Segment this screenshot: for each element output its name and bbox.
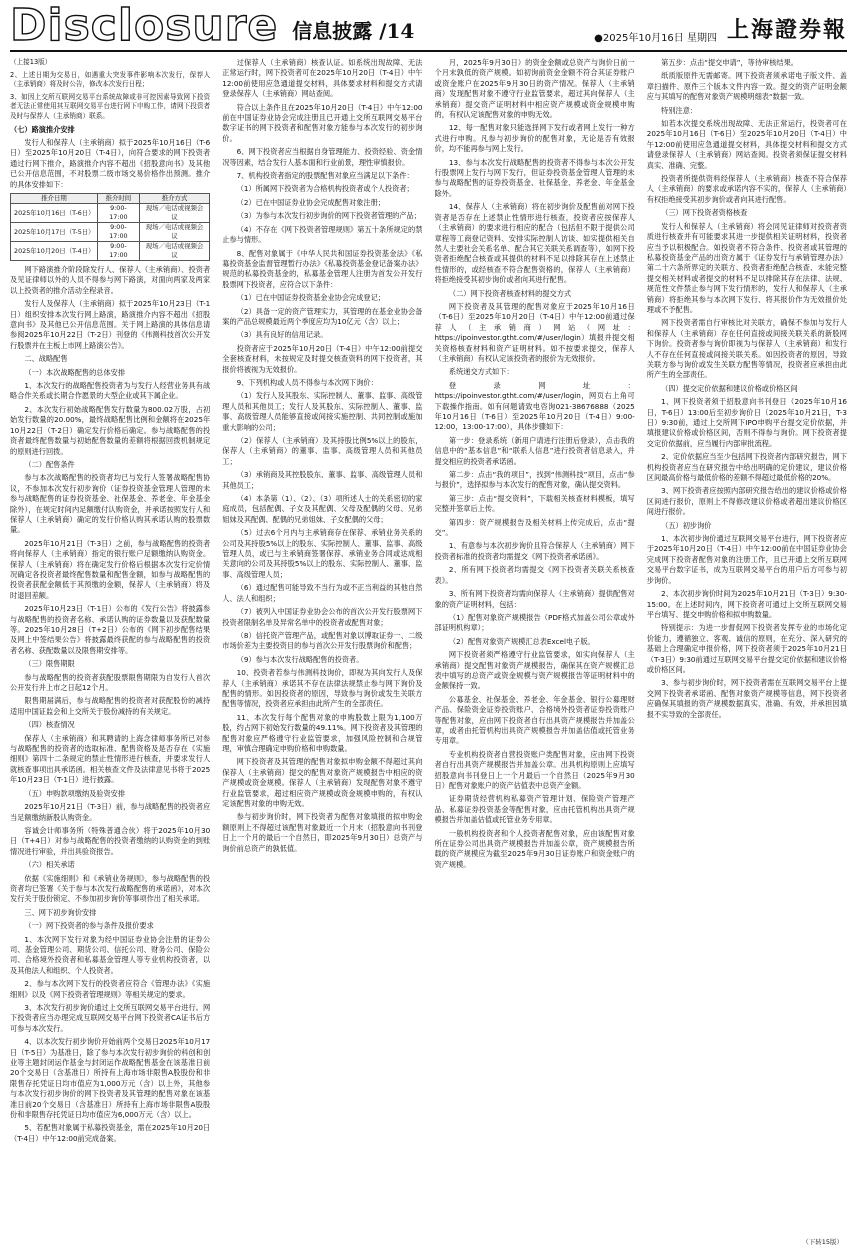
paragraph: （二）配售条件: [24, 459, 75, 469]
continued-note: （下转15版）: [802, 1238, 843, 1246]
paragraph: 2、定价依据应当至少包括网下投资者内部研究报告，网下机构投资者应当在研究报告中给出明确的定价建议，建议价格区间最高价格与最低价格的差额不得超过最低价格的20%。: [646, 452, 847, 483]
paragraph: 参与初步询价时，网下投资者为配售对象填报的拟申购金额原则上不得超过该配售对象最近一个月末（招股意向书刊登日上一个月的最后一个自然日，即2025年9月30日）总资产与询价前总资产的孰低值。: [222, 812, 423, 853]
paragraph: 1、网下投资者须于招股意向书刊登日（2025年10月16日，T-6日）13:00后至初步询价日（2025年10月21日，T-3日）9:30前，通过上交所网下IPO申购平台提交定价依据，并填报建议价格或价格区间，否则不得参与询价。网下投资者提交定价依据前，应当履行内部审批流程。: [646, 397, 847, 448]
subheading: （七）路演推介安排: [10, 124, 75, 134]
paragraph: 保荐人（主承销商）和其聘请的上海念律师事务所已对参与战略配售的投资者的选取标准、配售资格及是否存在《实施细则》第四十二条规定的禁止性情形进行核查，并要求发行人就核查事项出具承诺函。相关核查文件及法律意见书将于2025年10月23日（T-1日）进行披露。: [10, 733, 211, 785]
paragraph: 投资者应于2025年10月20日（T-4日）中午12:00前提交全套核查材料，未按规定及时提交核查资料的网下投资者，其报价将被视为无效报价。: [222, 343, 423, 374]
paragraph: （3）为参与本次发行初步询价的网下投资者管理的产品；: [236, 211, 421, 221]
table-header: 推介时间: [97, 194, 139, 204]
table-row: [11, 223, 210, 242]
paragraph: 2025年10月21日（T-3日）之前，参与战略配售的投资者将向保荐人（主承销商）指定的银行账户足额缴纳认购资金。保荐人（主承销商）将在确定发行价格后根据本次发行定价情况确定各投资者最终配售数量和配售金额，如参与战略配售的投资者获配金额低于其预缴的金额，保荐人（主承销商）将及时退回差额。: [10, 538, 211, 600]
table-cell: 9:00-17:00: [97, 242, 139, 261]
table-header: 推介日期: [11, 194, 98, 204]
table-cell: 2025年10月17日（T-5日）: [11, 223, 98, 242]
paragraph: 5、若配售对象属于私募投资基金，需在2025年10月20日（T-4日）中午12:00前完成备案。: [10, 1123, 211, 1143]
paragraph: 一般机构投资者和个人投资者配售对象，应由该配售对象所在证券公司出具资产规模报告并加盖公章，资产规模报告所载的资产规模应为截至2025年9月30日证券账户和资金账户的资产规模。: [434, 828, 635, 869]
paragraph: 9、下列机构或人员不得参与本次网下询价：: [236, 377, 378, 387]
paragraph: 登录网址：https://ipoinvestor.gtht.com/#/user/login，网页右上角可下载操作指南。如有问题请致电咨询021-38676888（2025年10月16日（T-6日）至2025年10月20日（T-4日）9:00-12:00，13:00-17:00），具体步骤如下：: [434, 380, 635, 432]
paragraph: （1）所属网下投资者为合格机构投资者或个人投资者；: [236, 184, 414, 194]
paragraph: 2、参与本次网下发行的投资者应符合《管理办法》《实施细则》以及《网下投资者管理规则》等相关规定的要求。: [10, 979, 211, 999]
header-right: [594, 13, 847, 44]
paragraph: 网下投资者须严格遵守行业监管要求，如实向保荐人（主承销商）提交配售对象资产规模报告，确保其在资产规模汇总表中填写的总资产或资金规模与资产规模报告等证明材料中的金额保持一致。: [434, 650, 635, 691]
roadshow-table: [10, 193, 210, 261]
paragraph: 参与战略配售的投资者获配股票限售期限为自发行人首次公开发行并上市之日起12个月。: [10, 672, 211, 693]
paragraph: 专业机构投资者自营投资账户类配售对象，应由网下投资者自行出具资产规模报告并加盖公章。出具机构原则上应填写招股意向书刊登日上一个月最后一个自然日（2025年9月30日）配售对象账户的资产估值表中总资产金额。: [434, 749, 635, 790]
paragraph: （1）已在中国证券投资基金业协会完成登记；: [236, 293, 385, 303]
paragraph: 2、本次发行初始战略配售发行数量为800.02万股，占初始发行数量的20.00%，最终战略配售比例和金额将在2025年10月22日（T-2日）确定发行价格后确定。参与战略配售的投资者最终配售数量与初始配售数量的差额将根据回拨机制规定的原则进行回拨。: [10, 404, 211, 456]
paragraph: 11、本次发行每个配售对象的申购股数上限为1,100万股，约占网下初始发行数量的49.11%。网下投资者及其管理的配售对象应严格遵守行业监管要求，加强风险控制和合规管理，审慎合理确定申购价格和申购数量。: [222, 712, 423, 753]
table-row: [11, 204, 210, 223]
paragraph: 第四步：资产规模报告及相关材料上传完成后，点击“提交”。: [434, 517, 635, 538]
paragraph: （7）被列入中国证券业协会公布的首次公开发行股票网下投资者限制名单及异常名单中的投资者或配售对象；: [222, 607, 423, 627]
paragraph: 符合以上条件且在2025年10月20日（T-4日）中午12:00前在中国证券业协会完成注册且已开通上交所互联网交易平台数字证书的网下投资者和配售对象方能参与本次发行的初步询价。: [222, 102, 423, 143]
paragraph: （三）限售期限: [24, 659, 75, 669]
note-line: 3、如因上交所互联网交易平台系统故障或非可控因素导致网下投资者无法正常使用其互联网交易平台进行网下申购工作，请网下投资者及时与保荐人（主承销商）联系。: [10, 92, 211, 120]
table-cell: 现场／电话或视频会议: [139, 204, 209, 223]
paragraph: 第二步：点击“我的项目”，找到“伟测科技”项目，点击“参与报价”，选择拟参与本次发行的配售对象，确认提交资料。: [434, 470, 635, 490]
paragraph: 网下投资者需自行审核比对关联方，确保不参加与发行人和保荐人（主承销商）存在任何直接或间接关联关系的新股网下询价。投资者参与询价即视为与保荐人（主承销商）和发行人不存在任何直接或间接关联关系。如因投资者的原因，导致关联方参与询价或发生关联方配售等情况，投资者应承担由此所产生的全部责任。: [646, 318, 847, 380]
paragraph: 第五步：点击“提交申请”，等待审核结果。: [661, 58, 798, 67]
section-title: 信息披露 /14: [292, 19, 415, 43]
column-4: [647, 58, 847, 1238]
paragraph: 容诚会计师事务所（特殊普通合伙）将于2025年10月30日（T+4日）对参与战略配售的投资者缴纳的认购资金的到账情况进行审验，并出具验资报告。: [10, 825, 211, 856]
paragraph: （4）不存在《网下投资者管理规则》第五十条所规定的禁止参与情形。: [222, 224, 423, 245]
paragraph: 12、每一配售对象只能选择网下发行或者网上发行一种方式进行申购。凡参与初步询价的配售对象，无论是否有效报价，均不能再参与网上发行。: [434, 123, 635, 154]
paragraph: 特别注意：: [661, 105, 698, 115]
paragraph: （1）发行人及其股东、实际控制人、董事、监事、高级管理人员和其他员工；发行人及其股东、实际控制人、董事、监事、高级管理人员能够直接或间接实施控制、共同控制或施加重大影响的公司；: [222, 391, 423, 432]
table-cell: 现场／电话或视频会议: [139, 223, 209, 242]
paragraph: 第三步：点击“提交资料”，下载相关核查材料模板，填写完整并签章后上传。: [434, 493, 635, 514]
table-row: [11, 242, 210, 261]
table-cell: 现场／电话或视频会议: [139, 242, 209, 261]
paragraph: 4、以本次发行初步询价开始前两个交易日2025年10月17日（T-5日）为基准日，除了参与本次发行初步询价的科创和创业等主题封闭运作基金与封闭运作战略配售基金在该基准日前20个交易日（含基准日）所持有上海市场非限售A股股份和非限售存托凭证日均市值应为1,000万元（含）以上外，其他参与本次发行初步询价的网下投资者及其管理的配售对象在该基准日前20个交易日（含基准日）所持有上海市场非限售A股股份和非限售存托凭证日均市值应为6,000万元（含）以上。: [10, 1037, 211, 1120]
column-1: [10, 58, 210, 1238]
paragraph: 8、配售对象属于《中华人民共和国证券投资基金法》《私募投资基金监督管理暂行办法》《私募投资基金登记备案办法》规范的私募投资基金的，私募基金管理人注册为首发公开发行股票网下投资者，应符合以下条件：: [222, 248, 423, 289]
paragraph: 投资者所提供资料经保荐人（主承销商）核查不符合保荐人（主承销商）的要求或承诺内容不实的，保荐人（主承销商）有权拒绝接受其初步询价或者向其进行配售。: [646, 174, 847, 204]
paragraph: （一）本次战略配售的总体安排: [24, 367, 126, 377]
paragraph: 特别提示：为进一步督促网下投资者发挥专业的市场化定价能力，遵循独立、客观、诚信的原则，在充分、深入研究的基础上合理确定申报价格，网下投资者须于2025年10月21日（T-3日）9:30前通过互联网交易平台提交定价依据和建议价格或价格区间。: [646, 623, 847, 674]
paragraph: 二、战略配售: [24, 354, 68, 364]
paragraph: （一）网下投资者的参与条件及报价要求: [24, 921, 154, 931]
table-cell: 2025年10月20日（T-4日）: [11, 242, 98, 261]
column-2: [222, 58, 422, 1238]
table-header: 推介方式: [139, 194, 209, 204]
paragraph: （2）已在中国证券业协会完成配售对象注册；: [236, 197, 385, 207]
paragraph: 网下投资者及其管理的配售对象应于2025年10月16日（T-6日）至2025年10月20日（T-4日）中午12:00前通过保荐人（主承销商）网站（网址：https://ipoinvestor.gtht.com/#/user/login）填报并提交相关资格核查材料和资产证明材料。如不按要求提交，保荐人（主承销商）有权认定该投资者的报价为无效报价。: [434, 301, 635, 363]
table-cell: 9:00-17:00: [97, 204, 139, 223]
paragraph: （2）具备一定的资产管理实力，其管理的在基金业协会备案的产品总规模最近两个季度应均为10亿元（含）以上；: [222, 306, 423, 326]
paragraph: 限售期届满后，参与战略配售的投资者对获配股份的减持适用中国证监会和上交所关于股份减持的有关规定。: [10, 696, 211, 716]
paragraph: 月，2025年9月30日）的资金金额或总资产与询价日前一个月末孰低的资产规模。如初询前资金金额不符合其证券账户或资金账户在2025年9月30日的资产情况。保荐人（主承销商）发现配售对象不遵守行业监管要求，超过其向保荐人（主承销商）提交资产证明材料中相应资产规模或资金规模申购的，有权认定该配售对象的申购无效。: [434, 58, 635, 120]
paragraph: （3）承销商及其控股股东、董事、监事、高级管理人员和其他员工；: [222, 470, 423, 490]
paragraph: 3、网下投资者应按照内部研究报告给出的建议价格或价格区间进行报价，原则上不得修改建议价格或者超出建议价格区间进行报价。: [646, 486, 847, 517]
paragraph: （2）配售对象资产规模汇总表Excel电子版。: [448, 636, 595, 646]
column-3: [435, 58, 635, 1238]
paragraph: （五）初步询价: [661, 520, 712, 530]
paragraph: （六）相关承诺: [24, 860, 75, 870]
paragraph: 6、网下投资者应当根据自身管理能力、投资经验、资金情况等因素，结合发行人基本面和行业前景，理性审慎报价。: [222, 147, 423, 167]
paragraph: 1、本次发行的战略配售投资者为与发行人经营业务具有战略合作关系或长期合作愿景的大型企业或其下属企业。: [10, 381, 211, 401]
page-header: [10, 0, 847, 52]
note-line: 2、上述日期为交易日，如遇重大突发事件影响本次发行，保荐人（主承销商）将及时公告，修改本次发行日程；: [10, 70, 211, 89]
paragraph: 10、投资者若参与伟测科技询价，即视为其向发行人及保荐人（主承销商）承诺其不存在法律法规禁止参与网下询价及配售的情形。如因投资者的原因，导致参与询价或发生关联方配售等情况，投资者应承担由此所产生的全部责任。: [222, 668, 423, 709]
paragraph: （5）过去6个月内与主承销商存在保荐、承销业务关系的公司及其持股5%以上的股东、实际控制人、董事、监事、高级管理人员，或已与主承销商签署保荐、承销业务合同或达成相关意向的公司及其持股5%以上的股东、实际控制人、董事、监事、高级管理人员；: [222, 528, 423, 579]
masthead: Disclosure: [10, 0, 279, 51]
paragraph: （四）提交定价依据和建议价格或价格区间: [661, 383, 798, 393]
paragraph: （9）参与本次发行战略配售的投资者。: [236, 654, 364, 664]
paragraph: 第一步：登录系统（新用户请进行注册后登录），点击我的信息中的“基本信息”和“联系人信息”进行投资者信息录入，并提交相应的投资者承诺函。: [434, 435, 635, 466]
paragraph: 3、参与初步询价时，网下投资者需在互联网交易平台上提交网下投资者承诺函、配售对象资产规模等信息，网下投资者应确保其填报的资产规模数据真实、准确、有效，并承担因填报不实导致的全部责任。: [646, 678, 847, 719]
paragraph: 3、所有网下投资者均需向保荐人（主承销商）提供配售对象的资产证明材料，包括：: [434, 589, 635, 609]
paragraph: 网下路演推介阶段除发行人、保荐人（主承销商）、投资者及见证律师以外的人员不得参与网下路演，对面向两家及两家以上投资者的推介活动全程录音。: [10, 265, 211, 295]
paragraph: （3）具有良好的信用记录。: [236, 330, 328, 340]
paragraph: （1）配售对象资产规模报告（PDF格式加盖公司公章或外部证明机构章）；: [434, 612, 635, 633]
paragraph: 纸质版原件无需邮寄。网下投资者须承诺电子版文件、盖章扫描件、原件三个版本文件内容一致。提交的资产证明金额应与其填写的配售对象资产规模明细表“数据一致。: [646, 71, 847, 102]
paragraph: （四）核查情况: [24, 720, 75, 730]
paragraph: （8）信托资产管理产品，或配售对象以博取证券一、二级市场价差为主要投资目的参与首次公开发行股票询价和配售；: [222, 630, 423, 651]
article-columns: [10, 58, 847, 1238]
table-cell: 2025年10月16日（T-6日）: [11, 204, 98, 223]
paragraph: 参与本次战略配售的投资者均已与发行人签署战略配售协议，不参加本次发行初步询价（证券投资基金管理人管理的未参与战略配售的证券投资基金、社保基金、养老金、年金基金除外），在规定时间内足额缴付认购资金，并承诺按照发行人和保荐人（主承销商）确定的发行价格认购其承诺认购的股票数量。: [10, 473, 211, 535]
paragraph: 7、机构投资者指定的股票配售对象应当满足以下条件：: [236, 171, 414, 181]
newspaper-logo: 上海證券報: [726, 17, 847, 43]
paragraph: 2、本次初步询价时间为2025年10月21日（T-3日）9:30-15:00。在上述时间内，网下投资者可通过上交所互联网交易平台填写、提交申购价格和拟申购数量。: [646, 589, 847, 619]
paragraph: 发行人和保荐人（主承销商）将会同见证律师对投资者资质进行核查并有可能要求其进一步提供相关证明材料，投资者应当予以积极配合。如投资者不符合条件、投资者或其管理的私募投资基金产品的出资方属于《证券发行与承销管理办法》第二十六条所界定的关联方、投资者拒绝配合核查、未能完整提交相关材料或者提交的材料不足以排除其存在法律、法规、规范性文件禁止参与网下发行情形的，发行人和保荐人（主承销商）将拒绝其参与本次网下发行、将其报价作为无效报价处理或不予配售。: [646, 221, 847, 314]
paragraph: 证券期货经营机构私募资产管理计划、保险资产管理产品、私募证券投资基金等配售对象，应由托管机构出具资产规模报告并加盖估值或托管业务专用章。: [434, 794, 635, 825]
paragraph: 如若本次提交系统出现故障、无法正常运行，投资者可在2025年10月16日（T-6日）至2025年10月20日（T-4日）中午12:00前使用应急通道提交材料，具体提交材料和提交方式请登录保荐人（主承销商）网站查阅。投资者须保证提交材料真实、准确、完整。: [646, 119, 847, 170]
paragraph: 网下投资者及其管理的配售对象拟申购金额不得超过其向保荐人（主承销商）提交的配售对象资产规模报告中相应的资产规模或资金规模。保荐人（主承销商）发现配售对象不遵守行业监管要求，超过相应资产规模或资金规模申购的，有权认定该配售对象的申购无效。: [222, 757, 423, 808]
paragraph: 系统递交方式如下：: [448, 367, 514, 377]
paragraph: （2）保荐人（主承销商）及其持股比例5%以上的股东，保荐人（主承销商）的董事、监事、高级管理人员和其他员工；: [222, 436, 423, 466]
paragraph: 过保荐人（主承销商）核查认证。如系统出现故障、无法正常运行时，网下投资者可在2025年10月20日（T-4日）中午12:00前使用应急通道提交材料，具体要求材料和提交方式请登录保荐人（主承销商）网站查阅。: [222, 58, 423, 99]
note-line: （上接13版）: [10, 58, 52, 66]
paragraph: （三）网下投资者资格核查: [661, 208, 748, 218]
paragraph: 三、网下初步询价安排: [24, 907, 97, 917]
paragraph: 13、参与本次发行战略配售的投资者不得参与本次公开发行股票网上发行与网下发行，但证券投资基金管理人管理的未参与战略配售的证券投资基金、社保基金、养老金、年金基金除外。: [434, 157, 635, 198]
paragraph: （6）通过配售可能导致不当行为或不正当利益的其他自然人、法人和组织；: [222, 583, 423, 603]
paragraph: 14、保荐人（主承销商）将在初步询价及配售前对网下投资者是否存在上述禁止性情形进行核查，投资者应按保荐人（主承销商）的要求进行相应的配合（包括但不限于提供公司章程等工商登记资料、安排实际控制人访谈、如实提供相关自然人主要社会关系名单、配合其它关联关系调查等），如网下投资者拒绝配合核查或其提供的材料不足以排除其存在上述禁止性情形的，或经核查不符合配售资格的，保荐人（主承销商）将拒绝接受其初步询价或者向其进行配售。: [434, 202, 635, 285]
paragraph: （二）网下投资者核查材料的提交方式: [448, 288, 572, 298]
paragraph: 2025年10月23日（T-1日）公布的《发行公告》将披露参与战略配售的投资者名称、承诺认购的证券数量以及获配数量等。2025年10月28日（T+2日）公布的《网下初步配售结果及网上中签结果公告》将披露最终获配的参与战略配售的投资者名称、获配数量以及限售期安排等。: [10, 604, 211, 655]
paragraph: 2025年10月21日（T-3日）前，参与战略配售的投资者应当足额缴纳新股认购资金。: [10, 802, 211, 822]
paragraph: 3、本次发行初步询价通过上交所互联网交易平台进行。网下投资者应当办理完成互联网交易平台网下投资者CA证书后方可参与本次发行。: [10, 1003, 211, 1033]
paragraph: 公募基金、社保基金、养老金、年金基金、银行公募理财产品、保险资金证券投资账户、合格境外投资者证券投资账户等配售对象，应由网下投资者自行出具资产规模报告并加盖公章，或者由托管机构出具资产规模报告并加盖估值或托管业务专用章。: [434, 694, 635, 746]
table-cell: 9:00-17:00: [97, 223, 139, 242]
paragraph: 1、有意参与本次初步询价且符合保荐人（主承销商）网下投资者标准的投资者均需提交《网下投资者承诺函》。: [434, 541, 635, 561]
paragraph: 1、本次初步询价通过互联网交易平台进行，网下投资者应于2025年10月20日（T-4日）中午12:00前在中国证券业协会完成网下投资者配售对象的注册工作，且已开通上交所互联网交易平台数字证书，成为互联网交易平台的用户后方可参与初步询价。: [646, 534, 847, 585]
paragraph: （4）本条第（1）、（2）、（3）项所述人士的关系密切的家庭成员，包括配偶、子女及其配偶、父母及配偶的父母、兄弟姐妹及其配偶、配偶的兄弟姐妹、子女配偶的父母；: [222, 494, 423, 524]
paragraph: 依据《实施细则》和《承销业务规则》，参与战略配售的投资者均已签署《关于参与本次发行战略配售的承诺函》，对本次发行关于股份锁定、不参加初步询价等事项作出了相关承诺。: [10, 873, 211, 904]
paragraph: 2、所有网下投资者均需提交《网下投资者关联关系核查表》。: [434, 565, 635, 585]
paragraph: 发行人及保荐人（主承销商）拟于2025年10月23日（T-1日）组织安排本次发行网上路演，路演推介内容不超出《招股意向书》及其他已公开信息范围。关于网上路演的具体信息请参阅2025年10月22日（T-2日）刊登的《伟测科技首次公开发行股票并在主板上市网上路演公告》。: [10, 299, 211, 350]
issue-date: ●2025年10月16日 星期四: [594, 33, 717, 44]
paragraph: 发行人和保荐人（主承销商）拟于2025年10月16日（T-6日）至2025年10月20日（T-4日），向符合要求的网下投资者通过行网下推介，路演推介内容不超出《招股意向书》及其他已公开信息范围，不对股票二级市场交易价格作出预测。推介的具体安排如下：: [10, 137, 211, 189]
paragraph: （五）申购款项缴纳及验资安排: [24, 788, 126, 798]
paragraph: 1、本次网下发行对象为经中国证券业协会注册的证券公司、基金管理公司、期货公司、信托公司、财务公司、保险公司、合格境外投资者和私募基金管理人等专业机构投资者，以及其他法人和组织、个人投资者。: [10, 934, 211, 975]
